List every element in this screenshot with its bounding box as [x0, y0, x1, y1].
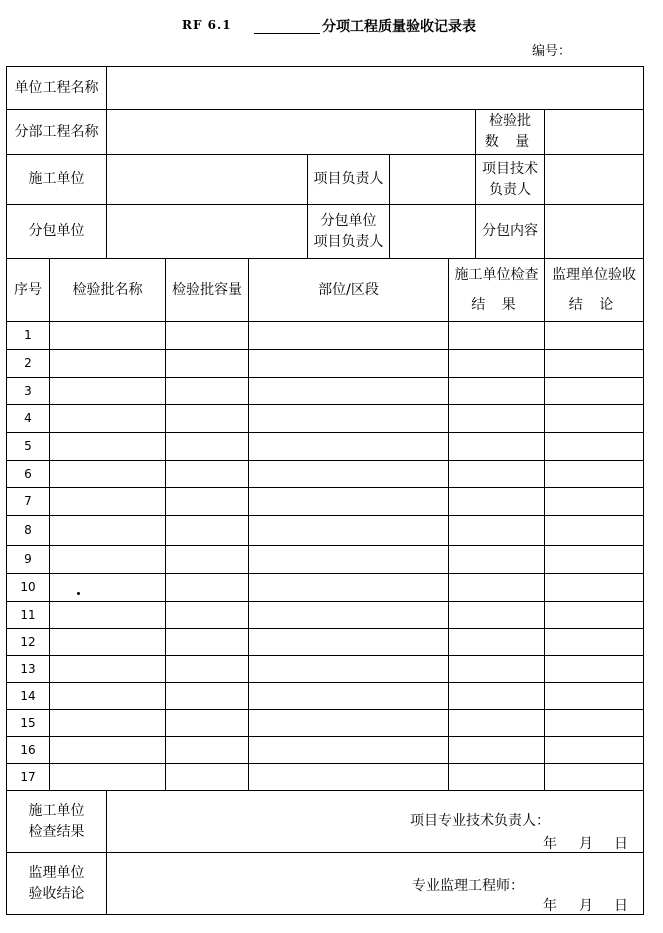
supervisor-signer-label: 专业监理工程师： — [412, 878, 524, 894]
row-number: 8 — [24, 523, 32, 537]
row-number: 6 — [24, 466, 32, 481]
contractor-check-label — [7, 791, 106, 852]
row-number: 2 — [24, 356, 32, 370]
form-code: RF 6.1 — [182, 18, 232, 32]
row-number: 11 — [20, 607, 36, 622]
contractor-date-year: 年 — [543, 836, 557, 852]
row-number: 15 — [20, 715, 36, 730]
contractor-date-month: 月 — [579, 836, 593, 852]
row-number: 4 — [24, 411, 32, 425]
col-supervisor-result-line2: 结 论 — [568, 297, 620, 313]
contractor-date-day: 日 — [614, 836, 628, 852]
tech-manager-label — [476, 155, 544, 204]
batch-count-line2: 数 量 — [484, 134, 536, 150]
sub-project-label: 分部工程名称 — [14, 123, 99, 140]
row-number: 12 — [20, 634, 36, 649]
row-number: 14 — [20, 688, 36, 703]
doc-number-label: 编号： — [532, 44, 572, 59]
col-supervisor-result — [545, 259, 643, 321]
row-number: 1 — [24, 328, 32, 342]
project-manager-label: 项目负责人 — [313, 171, 384, 187]
row-number: 7 — [24, 494, 32, 508]
col-seq: 序号 — [14, 281, 42, 298]
row-number: 16 — [20, 742, 36, 757]
supervisor-accept-line2: 验收结论 — [28, 885, 85, 902]
form-title: 分项工程质量验收记录表 — [322, 19, 476, 35]
supervisor-date-year: 年 — [543, 898, 557, 914]
supervisor-accept-label — [7, 853, 106, 914]
supervisor-accept-line1: 监理单位 — [28, 864, 85, 881]
batch-count-line1: 检验批 — [489, 113, 531, 129]
supervisor-date-month: 月 — [579, 898, 593, 914]
contractor-check-line2: 检查结果 — [28, 823, 85, 840]
sub-manager-line2: 项目负责人 — [313, 233, 384, 250]
col-contractor-result-line1: 施工单位检查 — [454, 267, 539, 283]
unit-project-label: 单位工程名称 — [14, 79, 99, 96]
tech-manager-line2: 负责人 — [489, 181, 531, 198]
col-supervisor-result-line1: 监理单位验收 — [552, 267, 636, 283]
supervisor-date-day: 日 — [614, 898, 628, 914]
subcontractor-label: 分包单位 — [28, 223, 85, 239]
tech-manager-line1: 项目技术 — [482, 160, 538, 177]
contractor-check-line1: 施工单位 — [28, 802, 85, 819]
row-number: 10 — [20, 580, 36, 594]
row-number: 5 — [24, 439, 32, 453]
col-batch-name: 检验批名称 — [72, 281, 143, 298]
sub-manager-line1: 分包单位 — [320, 212, 377, 229]
sub-manager-label — [308, 205, 389, 258]
contractor-label: 施工单位 — [28, 171, 85, 187]
contractor-signer-label: 项目专业技术负责人： — [410, 813, 550, 829]
batch-count-label — [476, 110, 544, 154]
col-batch-capacity: 检验批容量 — [172, 281, 242, 298]
row-number: 13 — [20, 661, 36, 676]
row-number: 9 — [24, 552, 32, 566]
col-contractor-result-line2: 结 果 — [471, 297, 522, 313]
col-contractor-result — [449, 259, 544, 321]
sub-content-label: 分包内容 — [482, 223, 538, 239]
row-number: 3 — [24, 383, 32, 398]
row-number: 17 — [20, 769, 36, 784]
stray-dot — [77, 592, 80, 595]
col-location: 部位/区段 — [318, 281, 379, 298]
